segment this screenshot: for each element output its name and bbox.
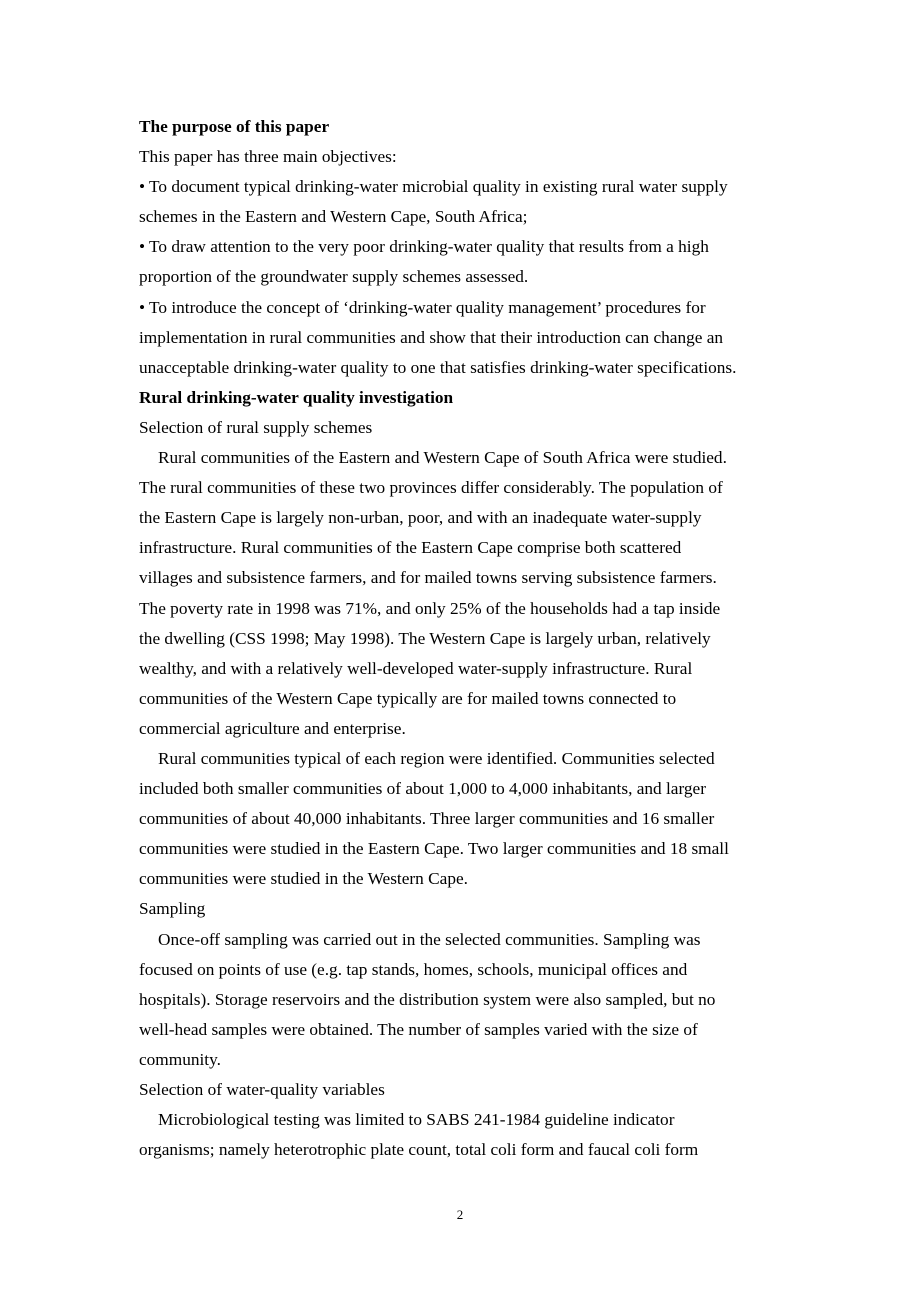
text-line: community. <box>139 1049 221 1069</box>
text-line: organisms; namely heterotrophic plate count, total coli form and faucal coli form <box>139 1140 699 1160</box>
text-line: focused on points of use (e.g. tap stands, homes, schools, municipal offices and <box>139 959 688 979</box>
objective-3 <box>139 293 799 383</box>
text-line: proportion of the groundwater supply schemes assessed. <box>139 267 529 287</box>
section-heading-purpose: The purpose of this paper <box>139 117 330 136</box>
text-line: villages and subsistence farmers, and for mailed towns serving subsistence farmers. <box>139 568 717 588</box>
text-line: hospitals). Storage reservoirs and the distribution system were also sampled, but no <box>139 989 716 1009</box>
text-line: • To introduce the concept of ‘drinking-water quality management’ procedures for <box>139 297 706 317</box>
text-line: communities were studied in the Eastern Cape. Two larger communities and 18 small <box>139 839 729 859</box>
text-line: The poverty rate in 1998 was 71%, and only 25% of the households had a tap inside <box>139 598 721 618</box>
subheading-variables: Selection of water-quality variables <box>139 1080 385 1099</box>
paragraph-selection-1 <box>139 443 799 744</box>
text-line: • To document typical drinking-water microbial quality in existing rural water supply <box>139 177 728 197</box>
paragraph-selection-2 <box>139 744 799 894</box>
objective-2 <box>139 232 799 292</box>
purpose-intro: This paper has three main objectives: <box>139 147 397 167</box>
paragraph-variables <box>139 1105 799 1165</box>
text-line: unacceptable drinking-water quality to one that satisfies drinking-water specifications. <box>139 357 737 377</box>
page-number: 2 <box>456 1207 464 1222</box>
text-line: the Eastern Cape is largely non-urban, poor, and with an inadequate water-supply <box>139 508 702 528</box>
text-line: communities of the Western Cape typically are for mailed towns connected to <box>139 688 677 708</box>
objective-1 <box>139 172 799 232</box>
text-line: • To draw attention to the very poor drinking-water quality that results from a high <box>139 237 709 257</box>
text-line: wealthy, and with a relatively well-developed water-supply infrastructure. Rural <box>139 658 693 678</box>
text-line: The rural communities of these two provinces differ considerably. The population of <box>139 478 723 498</box>
text-line: well-head samples were obtained. The number of samples varied with the size of <box>139 1019 698 1039</box>
text-line: communities were studied in the Western Cape. <box>139 869 468 889</box>
text-line: Microbiological testing was limited to SABS 241-1984 guideline indicator <box>158 1110 675 1130</box>
text-line: Rural communities typical of each region were identified. Communities selected <box>158 748 715 768</box>
text-line: Rural communities of the Eastern and Western Cape of South Africa were studied. <box>158 448 727 468</box>
document-page <box>139 112 799 1165</box>
text-line: the dwelling (CSS 1998; May 1998). The Western Cape is largely urban, relatively <box>139 628 711 648</box>
paragraph-sampling <box>139 925 799 1075</box>
text-line: implementation in rural communities and show that their introduction can change an <box>139 327 724 347</box>
section-heading-investigation: Rural drinking-water quality investigation <box>139 387 454 407</box>
text-line: communities of about 40,000 inhabitants. Three larger communities and 16 smaller <box>139 809 715 829</box>
text-line: infrastructure. Rural communities of the Eastern Cape comprise both scattered <box>139 538 682 558</box>
text-line: included both smaller communities of about 1,000 to 4,000 inhabitants, and larger <box>139 779 706 799</box>
text-line: schemes in the Eastern and Western Cape, South Africa; <box>139 207 528 227</box>
text-line: Once-off sampling was carried out in the selected communities. Sampling was <box>158 929 701 949</box>
subheading-sampling: Sampling <box>139 899 206 919</box>
subheading-selection: Selection of rural supply schemes <box>139 417 373 437</box>
text-line: commercial agriculture and enterprise. <box>139 718 406 738</box>
